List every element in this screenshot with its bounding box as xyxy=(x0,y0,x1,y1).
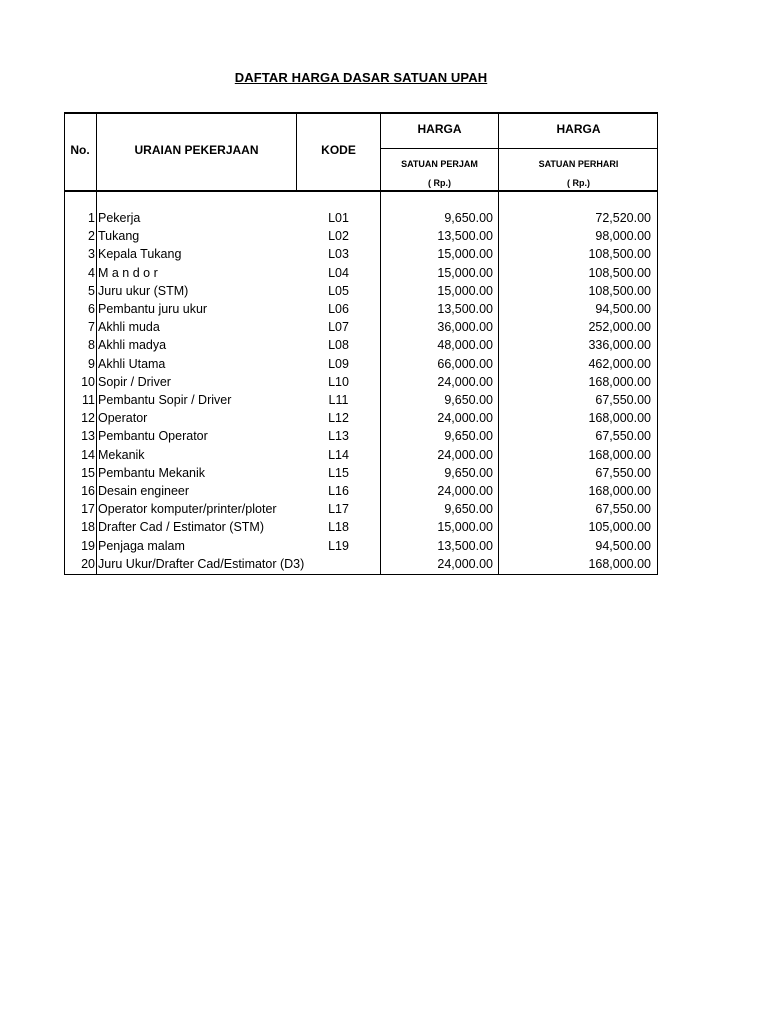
row-description: Sopir / Driver xyxy=(98,374,171,389)
row-price-per-hour: 24,000.00 xyxy=(437,484,493,498)
row-price-per-hour: 9,650.00 xyxy=(444,393,493,407)
row-number: 14 xyxy=(81,447,95,462)
row-description: Juru ukur (STM) xyxy=(98,283,189,298)
row-code: L08 xyxy=(328,338,349,353)
row-price-per-hour: 9,650.00 xyxy=(444,465,493,480)
row-number: 13 xyxy=(81,429,95,444)
row-price-per-day: 72,520.00 xyxy=(595,211,651,225)
row-code: L15 xyxy=(328,465,349,480)
page-title: DAFTAR HARGA DASAR SATUAN UPAH xyxy=(234,70,488,85)
row-description: Kepala Tukang xyxy=(98,247,182,262)
row-code: L07 xyxy=(328,320,349,335)
row-code: L02 xyxy=(328,229,349,244)
table-row xyxy=(64,555,658,573)
row-number: 17 xyxy=(81,502,95,517)
row-description: Operator xyxy=(98,411,148,426)
row-price-per-hour: 15,000.00 xyxy=(437,265,493,280)
header-satuan-perjam: SATUAN PERJAM xyxy=(401,159,478,169)
row-price-per-hour: 36,000.00 xyxy=(437,320,493,335)
row-description: Drafter Cad / Estimator (STM) xyxy=(98,520,264,535)
row-price-per-day: 168,000.00 xyxy=(588,447,651,462)
header-kode: KODE xyxy=(321,143,356,157)
table-row xyxy=(64,227,658,245)
row-price-per-day: 67,550.00 xyxy=(595,465,651,480)
row-number: 5 xyxy=(88,283,95,298)
row-description: Akhli madya xyxy=(98,338,167,353)
row-code: L05 xyxy=(328,283,349,298)
row-number: 11 xyxy=(82,393,95,407)
row-price-per-day: 94,500.00 xyxy=(595,538,651,553)
row-number: 7 xyxy=(88,320,95,335)
row-code: L06 xyxy=(328,302,349,316)
row-number: 10 xyxy=(81,374,95,389)
row-number: 4 xyxy=(88,265,95,280)
row-price-per-hour: 66,000.00 xyxy=(437,356,493,371)
table-top-border xyxy=(64,112,658,114)
row-number: 6 xyxy=(88,302,95,316)
table-row xyxy=(64,282,658,300)
row-description: Pembantu juru ukur xyxy=(98,302,208,316)
row-price-per-day: 108,500.00 xyxy=(588,247,651,262)
table-row xyxy=(64,391,658,409)
row-price-per-hour: 13,500.00 xyxy=(437,302,493,316)
row-description: Akhli Utama xyxy=(98,356,166,371)
row-price-per-hour: 9,650.00 xyxy=(444,502,493,517)
row-description: Pembantu Operator xyxy=(98,429,208,444)
row-price-per-hour: 13,500.00 xyxy=(437,538,493,553)
row-number: 2 xyxy=(88,229,95,244)
row-price-per-day: 67,550.00 xyxy=(595,393,651,407)
row-description: Desain engineer xyxy=(98,484,190,498)
row-description: M a n d o r xyxy=(98,265,158,280)
row-code: L03 xyxy=(328,247,349,262)
row-price-per-hour: 9,650.00 xyxy=(444,211,493,225)
row-price-per-hour: 15,000.00 xyxy=(437,283,493,298)
row-number: 1 xyxy=(88,211,95,225)
row-number: 8 xyxy=(88,338,95,353)
table-row xyxy=(64,427,658,445)
row-description: Juru Ukur/Drafter Cad/Estimator (D3) xyxy=(98,556,305,571)
row-price-per-hour: 15,000.00 xyxy=(437,247,493,262)
row-code: L13 xyxy=(328,429,349,444)
row-code: L10 xyxy=(328,374,349,389)
header-rp-jam: ( Rp.) xyxy=(428,178,451,188)
row-price-per-hour: 24,000.00 xyxy=(437,374,493,389)
header-no: No. xyxy=(70,143,90,157)
header-harga-jam: HARGA xyxy=(417,122,462,136)
row-price-per-day: 67,550.00 xyxy=(595,429,651,444)
row-price-per-day: 168,000.00 xyxy=(588,411,651,426)
header-bottom-border xyxy=(64,190,658,192)
row-code: L18 xyxy=(328,520,349,535)
row-price-per-hour: 48,000.00 xyxy=(437,338,493,353)
row-code: L16 xyxy=(328,484,349,498)
row-description: Tukang xyxy=(98,229,140,244)
row-price-per-day: 98,000.00 xyxy=(595,229,651,244)
row-price-per-hour: 9,650.00 xyxy=(444,429,493,444)
price-table xyxy=(64,112,658,575)
header-rp-hari: ( Rp.) xyxy=(567,178,590,188)
row-code: L14 xyxy=(328,447,349,462)
header-satuan-perhari: SATUAN PERHARI xyxy=(538,159,619,169)
header-uraian: URAIAN PEKERJAAN xyxy=(134,143,259,157)
row-number: 12 xyxy=(81,411,95,426)
table-row xyxy=(64,245,658,263)
table-row xyxy=(64,209,658,227)
table-row xyxy=(64,355,658,373)
table-row xyxy=(64,409,658,427)
row-price-per-day: 105,000.00 xyxy=(588,520,651,535)
row-number: 15 xyxy=(81,465,95,480)
row-code: L12 xyxy=(328,411,349,426)
table-row xyxy=(64,336,658,354)
row-number: 19 xyxy=(81,538,95,553)
table-row xyxy=(64,446,658,464)
row-price-per-day: 168,000.00 xyxy=(588,556,651,571)
table-row xyxy=(64,518,658,536)
row-code: L01 xyxy=(328,211,349,225)
row-code: L09 xyxy=(328,356,349,371)
row-description: Operator komputer/printer/ploter xyxy=(98,502,277,517)
row-code: L04 xyxy=(328,265,349,280)
row-price-per-hour: 24,000.00 xyxy=(437,411,493,426)
row-description: Pembantu Mekanik xyxy=(98,465,206,480)
row-code: L19 xyxy=(328,538,349,553)
row-price-per-hour: 13,500.00 xyxy=(437,229,493,244)
row-code: L11 xyxy=(328,393,349,407)
header-harga-hari: HARGA xyxy=(556,122,601,136)
row-price-per-hour: 15,000.00 xyxy=(437,520,493,535)
row-price-per-day: 108,500.00 xyxy=(588,265,651,280)
table-row xyxy=(64,500,658,518)
row-price-per-day: 168,000.00 xyxy=(588,374,651,389)
table-row xyxy=(64,264,658,282)
row-price-per-day: 336,000.00 xyxy=(588,338,651,353)
row-price-per-day: 462,000.00 xyxy=(588,356,651,371)
row-price-per-day: 108,500.00 xyxy=(588,283,651,298)
row-number: 16 xyxy=(81,484,95,498)
table-row xyxy=(64,537,658,555)
row-number: 18 xyxy=(81,520,95,535)
table-row xyxy=(64,464,658,482)
table-row xyxy=(64,373,658,391)
row-price-per-day: 168,000.00 xyxy=(588,484,651,498)
table-row xyxy=(64,300,658,318)
table-row xyxy=(64,482,658,500)
row-description: Mekanik xyxy=(98,447,145,462)
row-description: Pekerja xyxy=(98,211,141,225)
row-price-per-day: 94,500.00 xyxy=(595,302,651,316)
row-price-per-day: 67,550.00 xyxy=(595,502,651,517)
header-sub-divider xyxy=(381,148,658,149)
row-price-per-day: 252,000.00 xyxy=(588,320,651,335)
table-row xyxy=(64,318,658,336)
row-price-per-hour: 24,000.00 xyxy=(437,447,493,462)
row-description: Pembantu Sopir / Driver xyxy=(98,393,232,407)
row-description: Penjaga malam xyxy=(98,538,185,553)
row-number: 9 xyxy=(88,356,95,371)
row-price-per-hour: 24,000.00 xyxy=(437,556,493,571)
row-code: L17 xyxy=(328,502,349,517)
row-description: Akhli muda xyxy=(98,320,160,335)
row-number: 20 xyxy=(81,556,95,571)
row-number: 3 xyxy=(88,247,95,262)
